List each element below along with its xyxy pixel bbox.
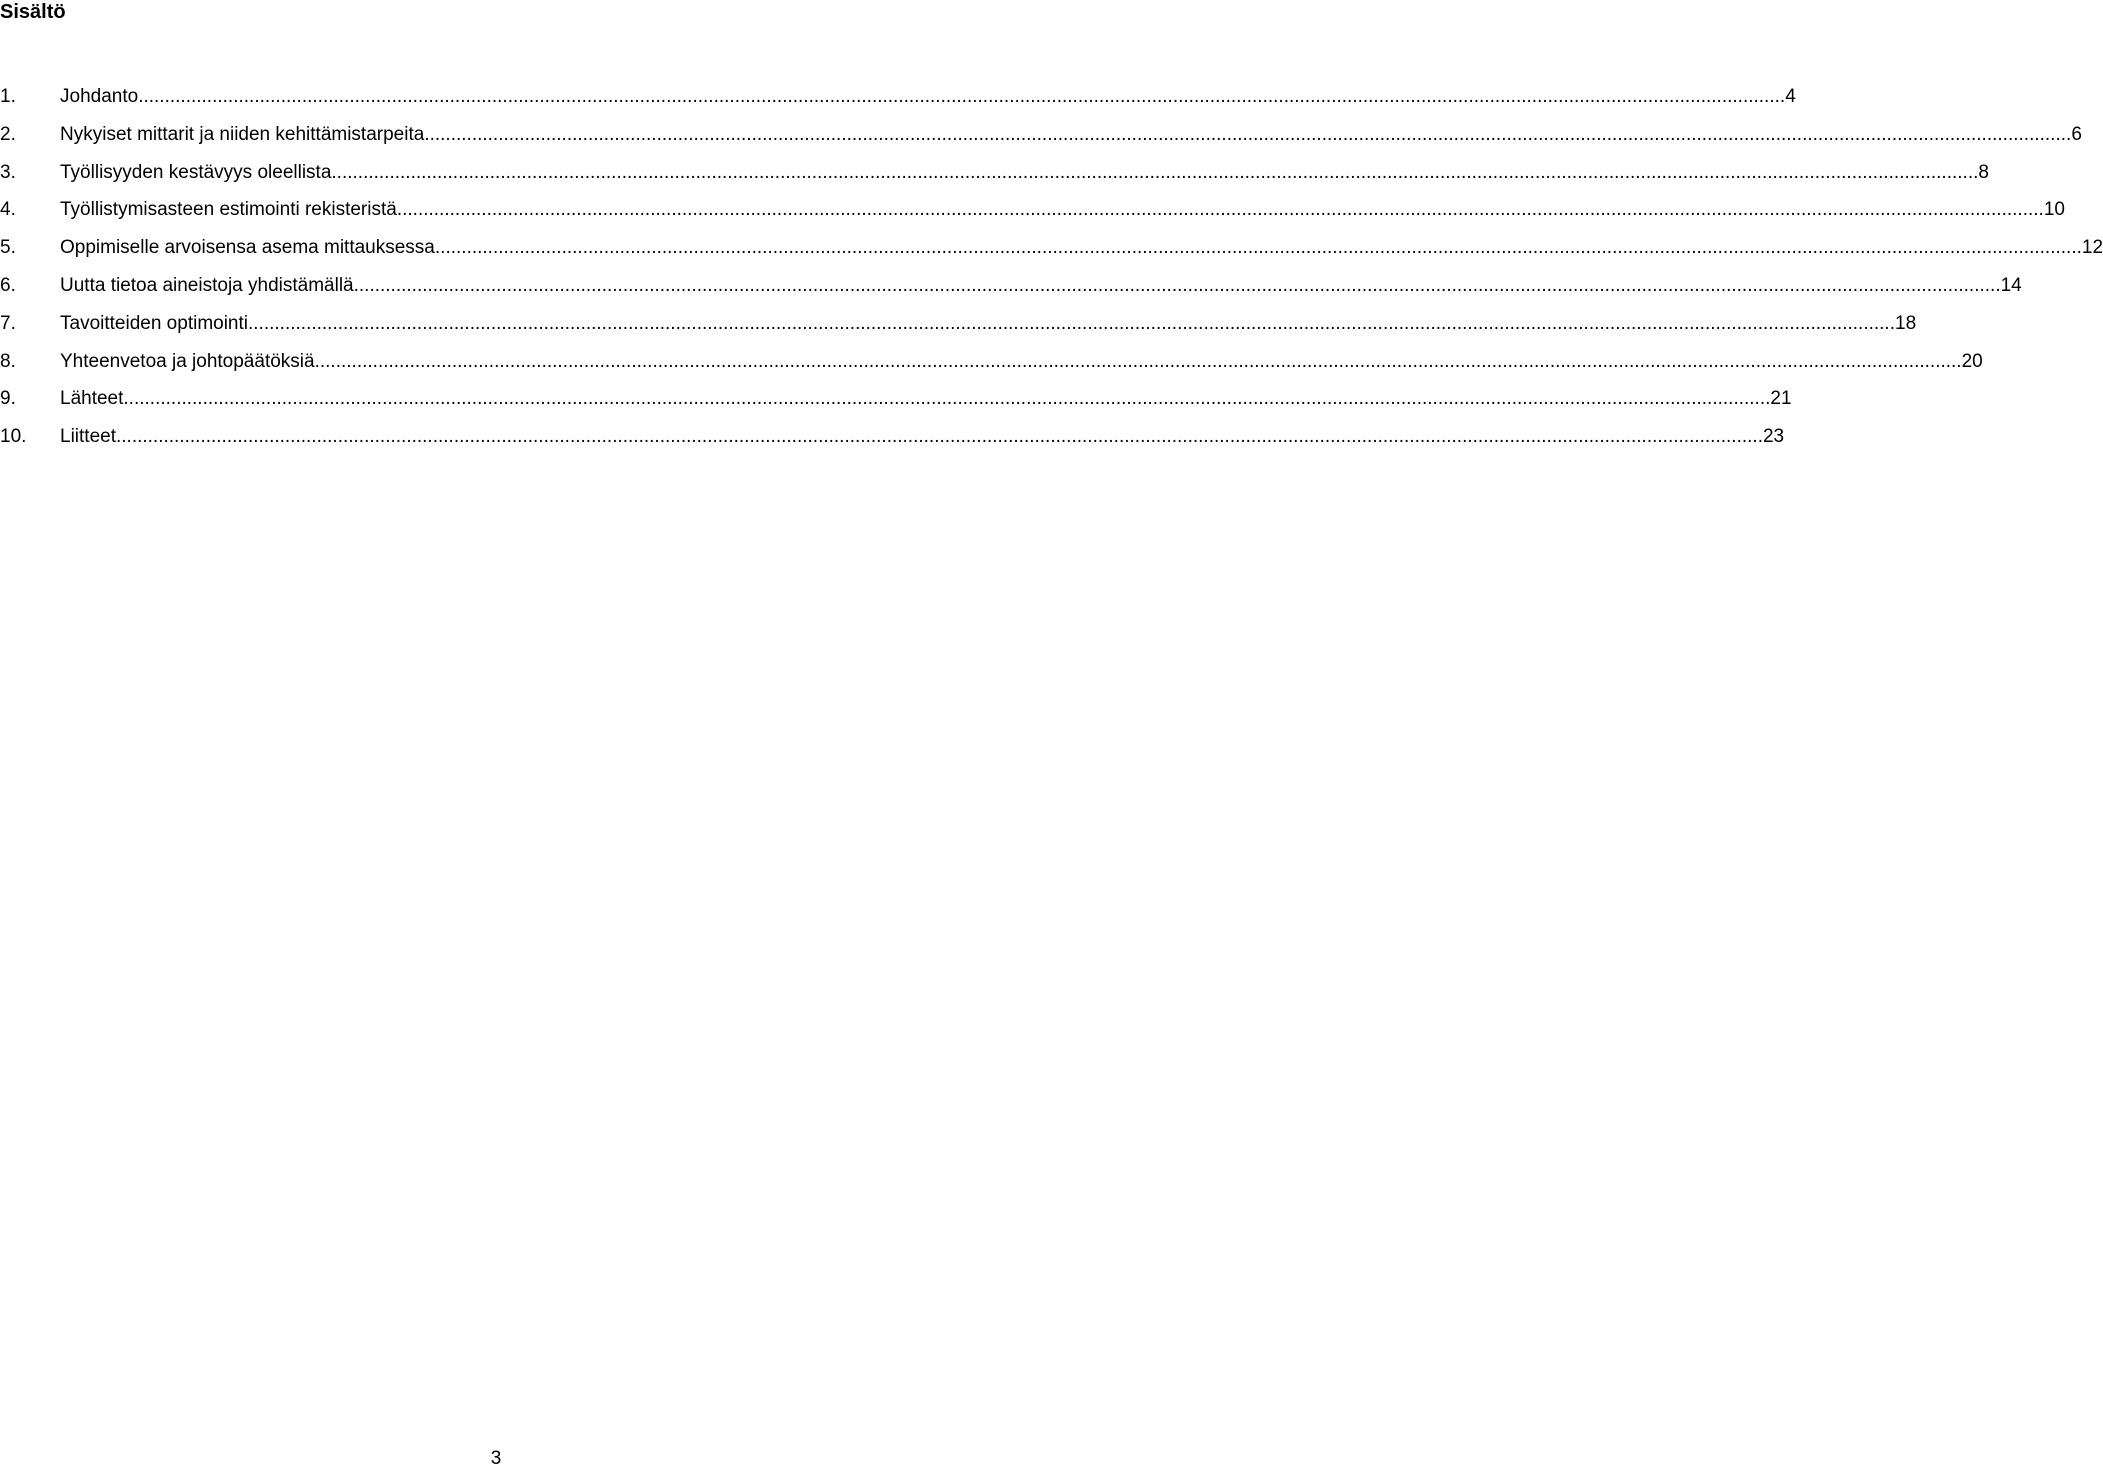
toc-entry[interactable] [0,78,1796,116]
toc-entry-page[interactable]: 8 [1978,161,1989,183]
toc-entry-page[interactable]: 18 [1895,312,1917,334]
toc-entry-page[interactable]: 20 [1961,350,1983,372]
toc-entry-title[interactable]: Työllistymisasteen estimointi rekisteristä [60,199,397,221]
toc-entry-number: 6. [0,274,16,296]
toc-entry-number: 4. [0,199,16,221]
toc-entry-title[interactable]: Työllisyyden kestävyys oleellista [60,161,332,183]
toc-entry[interactable] [0,116,2082,154]
toc-dot-leader [138,78,1785,116]
toc-entry-page[interactable]: 21 [1770,388,1792,410]
toc-entry-title[interactable]: Tavoitteiden optimointi [60,312,248,334]
toc-entry-page[interactable]: 10 [2043,199,2065,221]
toc-dot-leader [116,418,1763,456]
toc-entry-number: 3. [0,161,16,183]
toc-entry-title[interactable]: Yhteenvetoa ja johtopäätöksiä [60,350,315,372]
toc-entry-page[interactable]: 6 [2071,123,2082,145]
toc-entry[interactable] [0,229,2103,267]
toc-entry-number: 8. [0,350,16,372]
toc-entry[interactable] [0,267,2022,305]
toc-entry-title[interactable]: Oppimiselle arvoisensa asema mittauksessa [60,237,435,259]
toc-entry-page[interactable]: 23 [1762,426,1785,448]
toc-dot-leader [315,343,1962,381]
toc-entry-number: 10. [0,426,27,448]
toc-dot-leader [354,267,2001,305]
toc-entry-title[interactable]: Lähteet [60,388,124,410]
toc-dot-leader [248,305,1895,343]
toc-dot-leader [397,191,2044,229]
toc-dot-leader [424,116,2071,154]
toc-entry-page[interactable]: 14 [2000,274,2022,296]
toc-entry-number: 1. [0,86,16,107]
toc-entry[interactable] [0,305,1917,343]
toc-entry-number: 9. [0,388,16,410]
toc-dot-leader [331,154,1978,192]
toc-entry-title[interactable]: Liitteet [60,426,116,448]
toc-entry[interactable] [0,418,1785,456]
toc-entry-page[interactable]: 12 [2081,237,2103,259]
toc-entry[interactable] [0,191,2065,229]
toc-heading: Sisältö [0,1,66,23]
toc-entry-number: 5. [0,237,16,259]
page-number: 3 [490,1448,502,1469]
toc-entry-number: 7. [0,312,16,334]
toc-entry-number: 2. [0,123,16,145]
toc-entry-title[interactable]: Nykyiset mittarit ja niiden kehittämistarpeita [60,123,425,145]
toc-entry-page[interactable]: 4 [1785,86,1796,107]
toc-entry[interactable] [0,343,1983,381]
toc-entry[interactable] [0,154,1989,192]
table-of-contents [0,78,2103,456]
toc-dot-leader [435,229,2082,267]
toc-dot-leader [123,380,1770,418]
toc-entry[interactable] [0,380,1792,418]
toc-entry-title[interactable]: Uutta tietoa aineistoja yhdistämällä [60,274,354,296]
toc-entry-title[interactable]: Johdanto [60,86,139,107]
